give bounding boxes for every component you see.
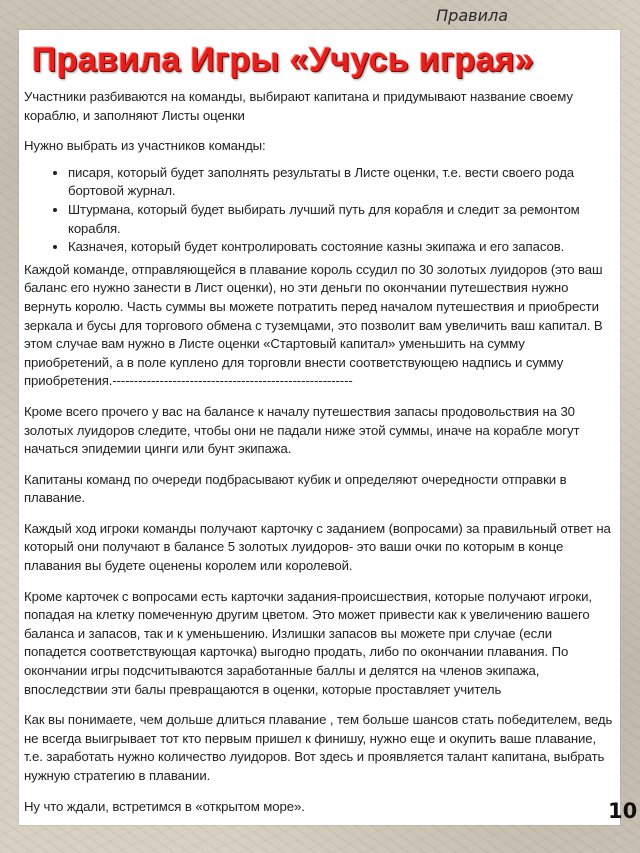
role-item-navigator: • Штурмана, который будет выбирать лучший путь для корабля и следит за ремонтом корабля. [68, 201, 616, 238]
paragraph-strategy: Как вы понимаете, чем дольше длиться плавание , тем больше шансов стать победителем, ведь не всегда выигрывает тот кто первым пришел к финишу, нужно еще и окупить ваше плавание, т.е. заработать нужно количество луидоров. Вот здесь и проявляется талант капитана, выбрать нужную стратегию в плавании. [24, 712, 613, 783]
paragraph-supplies: Кроме всего прочего у вас на балансе к началу путешествия запасы продовольствия на 30 золотых луидоров следите, чтобы они не падали ниже этой суммы, иначе на корабле могут начаться эпидемии цинги или бунт экипажа. [24, 403, 580, 457]
page-number: 10 [608, 799, 638, 823]
role-item-treasurer: • Казначея, который будет контролировать состояние казны экипажа и его запасов. [68, 238, 616, 257]
page-title: Правила Игры «Учусь играя» [32, 41, 535, 79]
paragraph-budget: Каждой команде, отправляющейся в плавание король ссудил по 30 золотых луидоров (это ваш баланс его нужно занести в Лист оценки), но эти деньги по окончании путешествия нужно вернуть королю. Часть суммы вы можете потратить перед началом путешествия и приобрести зеркала и бусы для торгового обмена с туземцами, это позволит вам увеличить ваш капитал. В этом случае вам нужно в Листе оценки «Стартовый капитал» уменьшить на сумму приобретений, а в поле куплено для торговли внести соответствующею надпись и сумму приобретения.-------------------------------------------------------- [24, 261, 603, 389]
role-item-scribe: • писаря, который будет заполнять результаты в Листе оценки, т.е. вести своего рода бортовой журнал. [68, 164, 616, 201]
paragraph-closing: Ну что ждали, встретимся в «открытом море». [24, 798, 305, 814]
paragraph-incidents: Кроме карточек с вопросами есть карточки задания-происшествия, которые получают игроки, попадая на клетку помеченную другим цветом. Это может привести как к увеличению вашего баланса и запасов, так и к уменьшению. Излишки запасов вы можете при случае (если попадется соответствующая карточка) выгодно продать, либо по окончании плавания. По окончании игры подсчитываются заработанные баллы и делятся на членов экипажа, впоследствии эти балы превращаются в оценки, которые проставляет учитель [24, 588, 592, 697]
intro-paragraph: Участники разбиваются на команды, выбирают капитана и придумывают название своему кораблю, и заполняют Листы оценки [24, 89, 573, 123]
paragraph-dice: Капитаны команд по очереди подбрасывают кубик и определяют очередности отправки в плавание. [24, 471, 567, 506]
paragraph-cards: Каждый ход игроки команды получают карточку с заданием (вопросами) за правильный ответ на который они получают в балансе 5 золотых луидоров- это ваши очки по которым в конце плавания вы будете оценены королем или королевой. [24, 520, 611, 574]
document-content [24, 40, 616, 828]
roles-heading: Нужно выбрать из участников команды: [24, 138, 266, 154]
header-label: Правила [436, 6, 508, 25]
roles-list [24, 164, 616, 257]
